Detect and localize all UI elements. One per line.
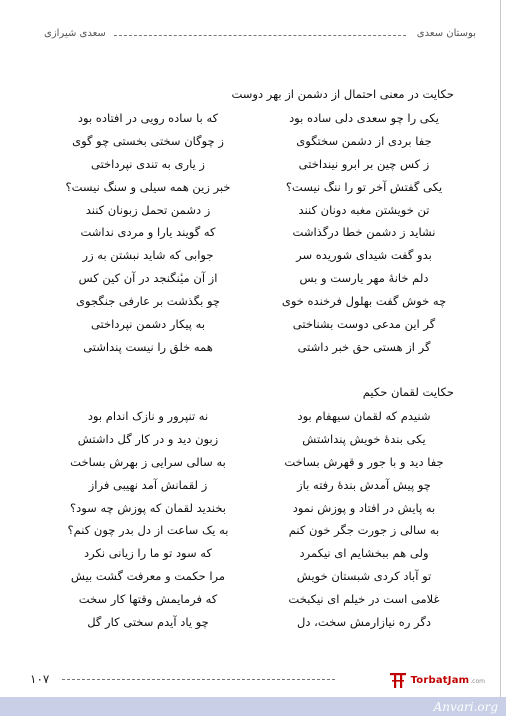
couplet bbox=[58, 202, 454, 225]
hemistich-right: یکی گفتش آخر تو را ننگ نیست؟ bbox=[285, 179, 443, 194]
couplet bbox=[58, 110, 454, 133]
couplet bbox=[58, 293, 454, 316]
hemistich-left: جوابی که شاید نبشتن به زر bbox=[82, 248, 214, 263]
bottom-band bbox=[0, 697, 506, 716]
hemistich-right: تو آباد کردی شبستان خویش bbox=[296, 569, 432, 584]
poem-section-2 bbox=[58, 384, 454, 637]
hemistich-right: به پایش در افتاد و پوزش نمود bbox=[292, 500, 436, 515]
couplet bbox=[58, 224, 454, 247]
logo-text: TorbatJam bbox=[410, 674, 470, 686]
hemistich-right: یکی را چو سعدی دلی ساده بود bbox=[289, 111, 439, 125]
couplet bbox=[58, 156, 454, 179]
hemistich-right: غلامی است در خیلم ای نیکبخت bbox=[288, 592, 440, 607]
header-author: سعدی شیرازی bbox=[44, 28, 106, 39]
hemistich-right: چه خوش گفت بهلول فرخنده خوی bbox=[281, 294, 447, 309]
hemistich-left: چو یاد آیدم سختی کار گل bbox=[87, 615, 209, 630]
hemistich-left: زبون دید و در کار گل داشتش bbox=[77, 431, 219, 446]
hemistich-right: گر این مدعی دوست بشناختی bbox=[292, 317, 436, 332]
page-number: ۱۰۷ bbox=[30, 672, 50, 686]
running-header bbox=[44, 28, 476, 46]
hemistich-left: به پیکار دشمن نپرداختی bbox=[90, 317, 206, 332]
hemistich-left: خبر زین همه سیلی و سنگ نیست؟ bbox=[65, 179, 231, 194]
hemistich-left: مرا حکمت و معرفت گشت بیش bbox=[70, 569, 226, 584]
couplet bbox=[58, 133, 454, 156]
couplet bbox=[58, 270, 454, 293]
footer-divider bbox=[62, 679, 335, 680]
couplet bbox=[58, 408, 454, 431]
hemistich-left: به سالی سرایی ز بهرش بساخت bbox=[70, 454, 226, 469]
hemistich-right: تن خویشتن مغبه دونان کنند bbox=[298, 202, 430, 217]
couplet bbox=[58, 591, 454, 614]
hemistich-right: نشاید ز دشمن خطا درگذاشت bbox=[292, 225, 436, 240]
hemistich-left: بخندید لقمان که پوزش چه سود؟ bbox=[69, 500, 226, 515]
couplet bbox=[58, 247, 454, 270]
couplet bbox=[58, 614, 454, 637]
hemistich-left: همه خلق را نیست پنداشتی bbox=[83, 339, 213, 354]
hemistich-left: ز دشمن تحمل زبونان کنند bbox=[85, 202, 211, 217]
hemistich-left: به یک ساعت از دل بدر چون کنم؟ bbox=[67, 523, 229, 538]
couplet bbox=[58, 431, 454, 454]
hemistich-right: دلم خانهٔ مهر یارست و بس bbox=[299, 271, 429, 286]
hemistich-right: یکی بندهٔ خویش پنداشتش bbox=[302, 431, 426, 446]
hemistich-left: ز لقمانش آمد نهیبی فراز bbox=[88, 477, 208, 492]
couplet bbox=[58, 522, 454, 545]
torbatjam-logo-icon bbox=[388, 670, 408, 690]
hemistich-right: ولی هم ببخشایم ای نیکمرد bbox=[299, 546, 429, 561]
hemistich-right: شنیدم که لقمان سیهفام بود bbox=[297, 409, 431, 423]
logo-domain-suffix: .com bbox=[470, 678, 485, 685]
section-title: حکایت در معنی احتمال از دشمن از بهر دوست bbox=[231, 87, 454, 101]
hemistich-right: ز کس چین بر ابرو نینداختی bbox=[298, 156, 430, 171]
couplet bbox=[58, 500, 454, 523]
hemistich-right: جفا دید و با جور و قهرش بساخت bbox=[284, 454, 444, 469]
hemistich-right: گر از هستی حق خبر داشتی bbox=[297, 339, 431, 354]
couplet bbox=[58, 545, 454, 568]
hemistich-left: از آن میٔنگنجد در آن کین کس bbox=[78, 271, 218, 286]
poem-section-1 bbox=[58, 86, 454, 362]
header-book-title: بوستان سعدی bbox=[416, 28, 476, 39]
header-divider bbox=[114, 35, 406, 36]
watermark: Anvari.org bbox=[433, 700, 498, 714]
hemistich-left: که فرمایمش وقتها کار سخت bbox=[78, 592, 218, 607]
hemistich-right: به سالی ز جورت جگر خون کنم bbox=[288, 523, 440, 538]
hemistich-left: که سود تو ما را زیانی نکرد bbox=[84, 546, 212, 561]
hemistich-left: ز چوگان سختی بخستی چو گوی bbox=[72, 133, 224, 148]
hemistich-right: دگر ره نیازارمش سخت، دل bbox=[297, 615, 431, 630]
couplet bbox=[58, 477, 454, 500]
hemistich-left: که با ساده رویی در افتاده بود bbox=[77, 111, 219, 125]
hemistich-left: نه تنپرور و نازک اندام بود bbox=[87, 409, 209, 423]
couplet bbox=[58, 568, 454, 591]
hemistich-right: بدو گفت شیدای شوریده سر bbox=[296, 248, 432, 263]
site-logo[interactable] bbox=[388, 670, 485, 690]
couplet bbox=[58, 179, 454, 202]
running-footer bbox=[30, 670, 485, 690]
page-edge-rule bbox=[500, 0, 501, 716]
section-title: حکایت لقمان حکیم bbox=[362, 385, 454, 399]
hemistich-left: ز یاری به تندی نپرداختی bbox=[90, 156, 205, 171]
hemistich-right: جفا بردی از دشمن سختگوی bbox=[296, 133, 432, 148]
couplet bbox=[58, 454, 454, 477]
hemistich-left: چو بگذشت بر عارفی جنگجوی bbox=[75, 294, 221, 309]
hemistich-right: چو پیش آمدش بندهٔ رفته باز bbox=[297, 477, 431, 492]
couplet bbox=[58, 316, 454, 339]
hemistich-left: که گویند یارا و مردی نداشت bbox=[80, 225, 216, 240]
couplet bbox=[58, 339, 454, 362]
